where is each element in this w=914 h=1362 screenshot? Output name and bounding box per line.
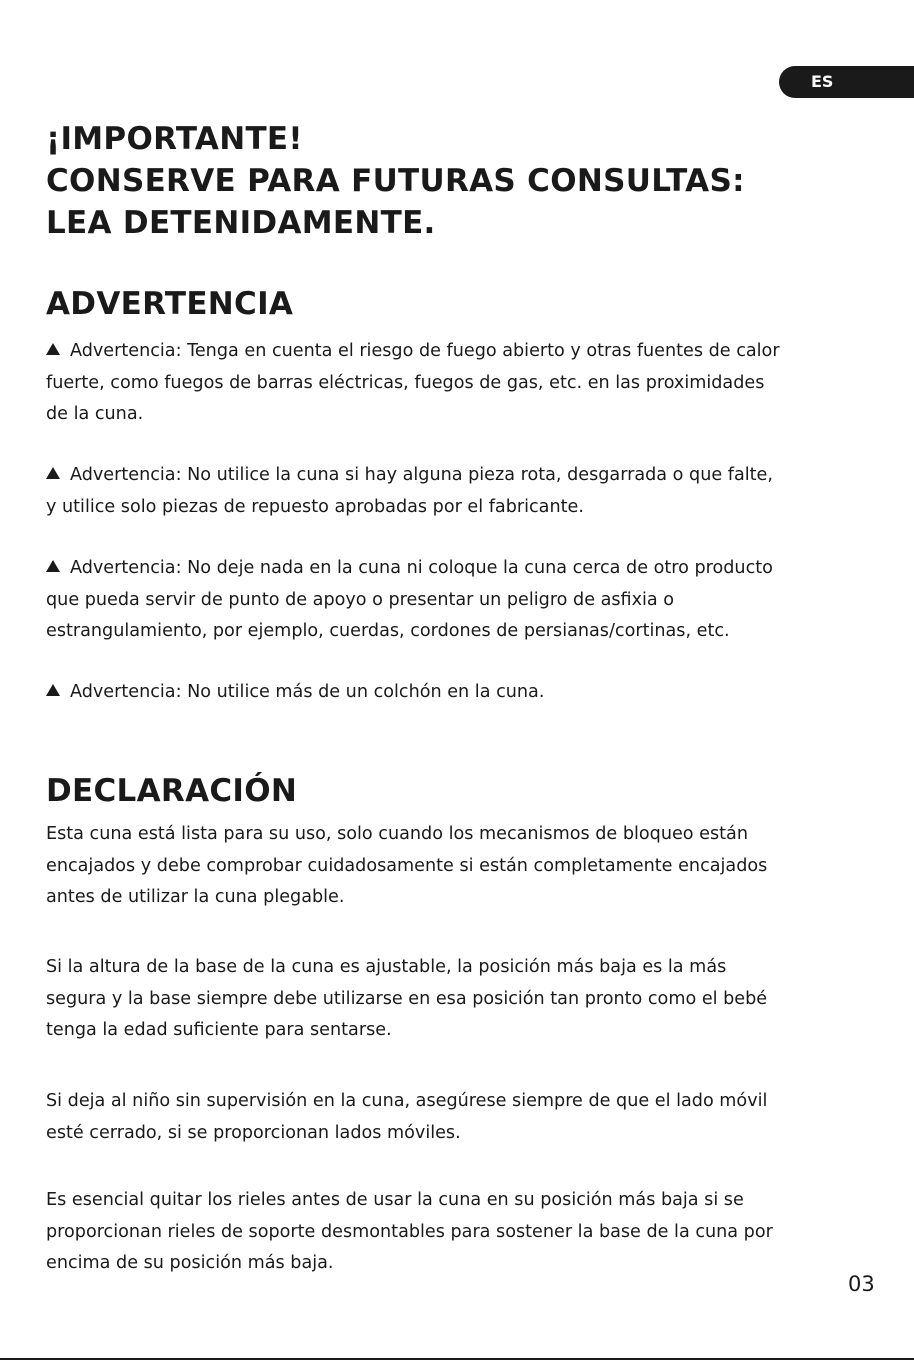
warning-triangle-icon xyxy=(46,343,60,355)
declaration-line: tenga la edad suficiente para sentarse. xyxy=(46,1020,392,1040)
declaration-paragraph xyxy=(46,1185,846,1280)
warning-paragraph xyxy=(46,553,846,648)
warning-line: y utilice solo piezas de repuesto aprobadas por el fabricante. xyxy=(46,496,584,517)
declaration-paragraph xyxy=(46,1086,846,1149)
declaration-line: Esta cuna está lista para su uso, solo cuando los mecanismos de bloqueo están xyxy=(46,824,748,844)
language-tab: ES xyxy=(779,66,914,98)
declaration-line: segura y la base siempre debe utilizarse en esa posición tan pronto como el bebé xyxy=(46,988,768,1009)
declaration-line: proporcionan rieles de soporte desmontables para sostener la base de la cuna por xyxy=(46,1221,773,1242)
declaration-line: antes de utilizar la cuna plegable. xyxy=(46,887,345,907)
page-number: 03 xyxy=(848,1272,875,1296)
declaration-line: Es esencial quitar los rieles antes de usar la cuna en su posición más baja si se xyxy=(46,1190,744,1210)
important-line: LEA DETENIDAMENTE. xyxy=(46,205,436,241)
bottom-divider xyxy=(0,1358,914,1360)
warning-line: Advertencia: Tenga en cuenta el riesgo de fuego abierto y otras fuentes de calor xyxy=(46,336,846,368)
warning-line: Advertencia: No utilice más de un colchón en la cuna. xyxy=(46,677,846,709)
warning-section-title: ADVERTENCIA xyxy=(46,286,294,322)
warning-line: que pueda servir de punto de apoyo o presentar un peligro de asfixia o xyxy=(46,589,675,610)
warning-line: de la cuna. xyxy=(46,404,144,424)
warning-triangle-icon xyxy=(46,467,60,479)
warning-line: Advertencia: No deje nada en la cuna ni coloque la cuna cerca de otro producto xyxy=(46,553,846,585)
warning-triangle-icon xyxy=(46,560,60,572)
declaration-line: encajados y debe comprobar cuidadosamente si están completamente encajados xyxy=(46,855,768,876)
important-notice xyxy=(46,118,745,244)
declaration-paragraph xyxy=(46,819,846,914)
warning-line: estrangulamiento, por ejemplo, cuerdas, cordones de persianas/cortinas, etc. xyxy=(46,621,730,641)
declaration-section-title: DECLARACIÓN xyxy=(46,773,298,809)
warning-paragraph xyxy=(46,460,846,523)
warning-line: fuerte, como fuegos de barras eléctricas, fuegos de gas, etc. en las proximidades xyxy=(46,372,765,393)
important-line: CONSERVE PARA FUTURAS CONSULTAS: xyxy=(46,163,745,199)
declaration-line: Si deja al niño sin supervisión en la cuna, asegúrese siempre de que el lado móvil xyxy=(46,1091,768,1111)
warning-line: Advertencia: No utilice la cuna si hay alguna pieza rota, desgarrada o que falte, xyxy=(46,460,846,492)
declaration-line: Si la altura de la base de la cuna es ajustable, la posición más baja es la más xyxy=(46,957,727,977)
warning-paragraph xyxy=(46,336,846,431)
declaration-line: encima de su posición más baja. xyxy=(46,1253,334,1273)
warning-triangle-icon xyxy=(46,684,60,696)
declaration-paragraph xyxy=(46,952,846,1047)
warning-paragraph xyxy=(46,677,846,709)
important-line: ¡IMPORTANTE! xyxy=(46,121,303,157)
declaration-line: esté cerrado, si se proporcionan lados móviles. xyxy=(46,1122,461,1143)
